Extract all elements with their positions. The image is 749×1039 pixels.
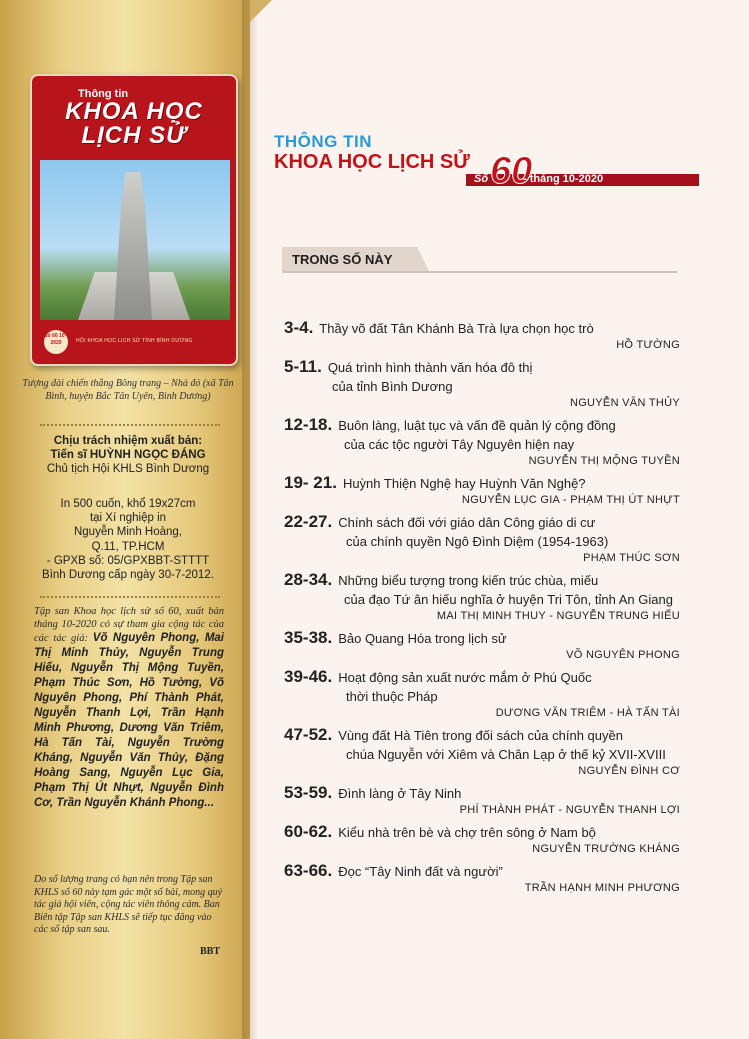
toc-entry[interactable] <box>284 725 680 783</box>
toc-author: VÕ NGUYÊN PHONG <box>566 649 680 661</box>
cover-info-text: Thông tin <box>78 88 129 100</box>
toc-author: NGUYỄN TRƯỜNG KHÁNG <box>532 843 680 855</box>
toc-author: NGUYỄN VĂN THỦY <box>569 397 680 409</box>
toc-pages: 19- 21. <box>284 473 337 492</box>
toc-pages: 39-46. <box>284 667 333 686</box>
toc-pages: 35-38. <box>284 628 333 647</box>
toc-title-line1: Những biểu tượng trong kiến trúc chùa, miếu <box>338 573 599 588</box>
toc-entry-row <box>284 628 680 648</box>
print-line-6: Bình Dương cấp ngày 30-7-2012. <box>42 569 214 582</box>
toc-pages: 3-4. <box>284 318 314 337</box>
toc-entry-row <box>284 667 680 687</box>
cover-image <box>30 74 238 366</box>
responsible-label: Chịu trách nhiệm xuất bản: <box>53 435 203 447</box>
toc-pages: 28-34. <box>284 570 333 589</box>
issue-so-label: Số <box>474 173 489 185</box>
cover-title-line2: LỊCH SỬ <box>81 122 187 149</box>
divider <box>40 596 220 598</box>
print-line-1: In 500 cuốn, khổ 19x27cm <box>60 498 196 510</box>
toc-title-line1: Đình làng ở Tây Ninh <box>338 786 462 801</box>
toc-entry-row <box>284 357 680 377</box>
toc-title-line2: của chính quyền Ngô Đình Diệm (1954-1963) <box>346 534 609 549</box>
toc-pages: 60-62. <box>284 822 333 841</box>
print-line-3: Nguyễn Minh Hoàng, <box>73 526 183 539</box>
toc-pages: 12-18. <box>284 415 333 434</box>
toc-entry[interactable] <box>284 570 680 628</box>
toc-entry-row <box>284 415 680 435</box>
responsible-person: Tiến sĩ HUỲNH NGỌC ĐÁNG <box>50 449 206 462</box>
toc-author: NGUYỄN LỤC GIA - PHẠM THỊ ÚT NHỰT <box>461 494 680 506</box>
toc-entry[interactable] <box>284 415 680 473</box>
toc-entry-row <box>284 725 680 745</box>
toc-entry[interactable] <box>284 667 680 725</box>
toc-entry[interactable] <box>284 783 680 822</box>
responsible-role: Chủ tịch Hội KHLS Bình Dương <box>46 463 210 476</box>
cover-publisher: HỘI KHOA HỌC LỊCH SỬ TỈNH BÌNH DƯƠNG <box>76 338 193 344</box>
page-corner <box>250 0 272 22</box>
toc-pages: 53-59. <box>284 783 333 802</box>
toc-entry-row <box>284 318 680 338</box>
toc-entry[interactable] <box>284 628 680 667</box>
toc-entry[interactable] <box>284 318 680 357</box>
toc-entry-row <box>284 861 680 881</box>
cover-issue-badge: Số 60 10 - 2020 <box>44 330 68 354</box>
toc-title-line1: Kiểu nhà trên bè và chợ trên sông ở Nam bộ <box>338 825 596 840</box>
contributors-block <box>34 605 224 811</box>
toc-pages: 22-27. <box>284 512 333 531</box>
toc-pages: 5-11. <box>284 357 322 376</box>
toc-entry[interactable] <box>284 512 680 570</box>
toc-author: PHÍ THÀNH PHÁT - NGUYỄN THANH LỢI <box>459 804 680 816</box>
print-info <box>22 497 234 582</box>
toc-entry[interactable] <box>284 861 680 896</box>
toc-author: HỒ TƯỜNG <box>616 339 680 351</box>
print-line-4: Q.11, TP.HCM <box>91 540 165 553</box>
header-small-title: THÔNG TIN <box>274 132 372 151</box>
toc-entry-row <box>284 473 680 493</box>
cover-title-line1: KHOA HỌC <box>65 98 203 125</box>
contributors-intro: Tập san Khoa học lịch sử số 60, xuất bản tháng 10-2020 có sự tham gia cộng tác của các tác giả: <box>34 606 224 644</box>
toc-title-line1: Bảo Quang Hóa trong lịch sử <box>338 631 507 646</box>
toc-title-line1: Vùng đất Hà Tiên trong đối sách của chính quyền <box>338 728 623 743</box>
toc-entry-row <box>284 512 680 532</box>
divider <box>40 424 220 426</box>
toc-author: TRẦN HẠNH MINH PHƯƠNG <box>524 882 680 894</box>
toc-title-line2: của tỉnh Bình Dương <box>332 379 453 394</box>
cover-caption: Tượng đài chiến thắng Bông trang – Nhà đỏ (xã Tân Bình, huyện Bắc Tân Uyên, Bình Dương) <box>22 378 234 402</box>
page-curl-shadow <box>242 0 270 1039</box>
toc-pages: 63-66. <box>284 861 333 880</box>
toc-pages: 47-52. <box>284 725 333 744</box>
toc-title-line2: của đạo Tứ ân hiếu nghĩa ở huyện Tri Tôn, tỉnh An Giang <box>344 592 673 607</box>
toc-entry[interactable] <box>284 473 680 512</box>
toc-heading-rule <box>282 271 677 273</box>
toc-entry[interactable] <box>284 357 680 415</box>
toc-title-line1: Hoạt động sản xuất nước mắm ở Phú Quốc <box>338 670 592 685</box>
issue-number: 60 <box>490 150 533 192</box>
toc-title-line2: của các tộc người Tây Nguyên hiện nay <box>344 437 575 452</box>
toc-title-line1: Chính sách đối với giáo dân Công giáo di cư <box>338 515 596 530</box>
print-line-5: - GPXB số: 05/GPXBBT-STTTT <box>46 554 210 567</box>
toc-entry-row <box>284 783 680 803</box>
responsible-block <box>22 434 234 477</box>
toc-author: NGUYỄN ĐÌNH CƠ <box>578 765 680 777</box>
header-big-title: KHOA HỌC LỊCH SỬ <box>274 151 470 173</box>
toc-title-line1: Quá trình hình thành văn hóa đô thị <box>327 360 533 375</box>
toc-title-line1: Đọc “Tây Ninh đất và người” <box>338 864 503 879</box>
table-of-contents <box>284 318 680 896</box>
toc-entry[interactable] <box>284 822 680 861</box>
toc-author: DƯƠNG VĂN TRIÊM - HÀ TẤN TÀI <box>495 707 680 719</box>
contributors-names: Võ Nguyên Phong, Mai Thị Minh Thủy, Nguyễn Trung Hiếu, Nguyễn Thị Mộng Tuyền, Phạm Thúc Sơn, Hồ Tường, Võ Nguyên Phong, Phí Thành Phát, Nguyễn Thanh Lợi, Trần Hạnh Minh Phương, Dương Văn Triêm, Hà Tấn Tài, Nguyễn Trường Kháng, Nguyễn Văn Thủy, Đặng Hoàng Sang, Nguyễn Lục Gia, Phạm Thị Út Nhựt, Nguyễn Đình Cơ, Trần Nguyễn Khánh Phong... <box>34 632 224 809</box>
editor-note: Do số lượng trang có hạn nên trong Tập san KHLS số 60 này tạm gác một số bài, mong quý tác giả hội viên, cộng tác viên thông cảm. Ban Biên tập Tập san KHLS sẽ tiếp tục đăng vào các số tập san sau. <box>34 874 223 935</box>
toc-title-line2: thời thuộc Pháp <box>346 689 438 704</box>
issue-date: - tháng 10-2020 <box>523 173 604 185</box>
toc-author: NGUYỄN THỊ MỘNG TUYỀN <box>528 455 680 467</box>
print-line-2: tại Xí nghiệp in <box>89 512 167 525</box>
toc-title-line1: Buôn làng, luật tục và vấn đề quản lý cộng đồng <box>338 418 616 433</box>
toc-title-line1: Huỳnh Thiện Nghệ hay Huỳnh Văn Nghệ? <box>342 476 586 491</box>
editor-signature: BBT <box>200 946 221 957</box>
toc-entry-row <box>284 570 680 590</box>
toc-title-line2: chúa Nguyễn với Xiêm và Chân Lạp ở thế kỷ XVII-XVIII <box>346 747 666 762</box>
toc-entry-row <box>284 822 680 842</box>
toc-author: MAI THỊ MINH THUY - NGUYỄN TRUNG HIẾU <box>436 610 680 622</box>
toc-heading: TRONG SỐ NÀY <box>292 252 393 267</box>
toc-title-line1: Thầy võ đất Tân Khánh Bà Trà lựa chọn học trò <box>319 321 594 336</box>
toc-author: PHẠM THÚC SƠN <box>583 552 680 564</box>
